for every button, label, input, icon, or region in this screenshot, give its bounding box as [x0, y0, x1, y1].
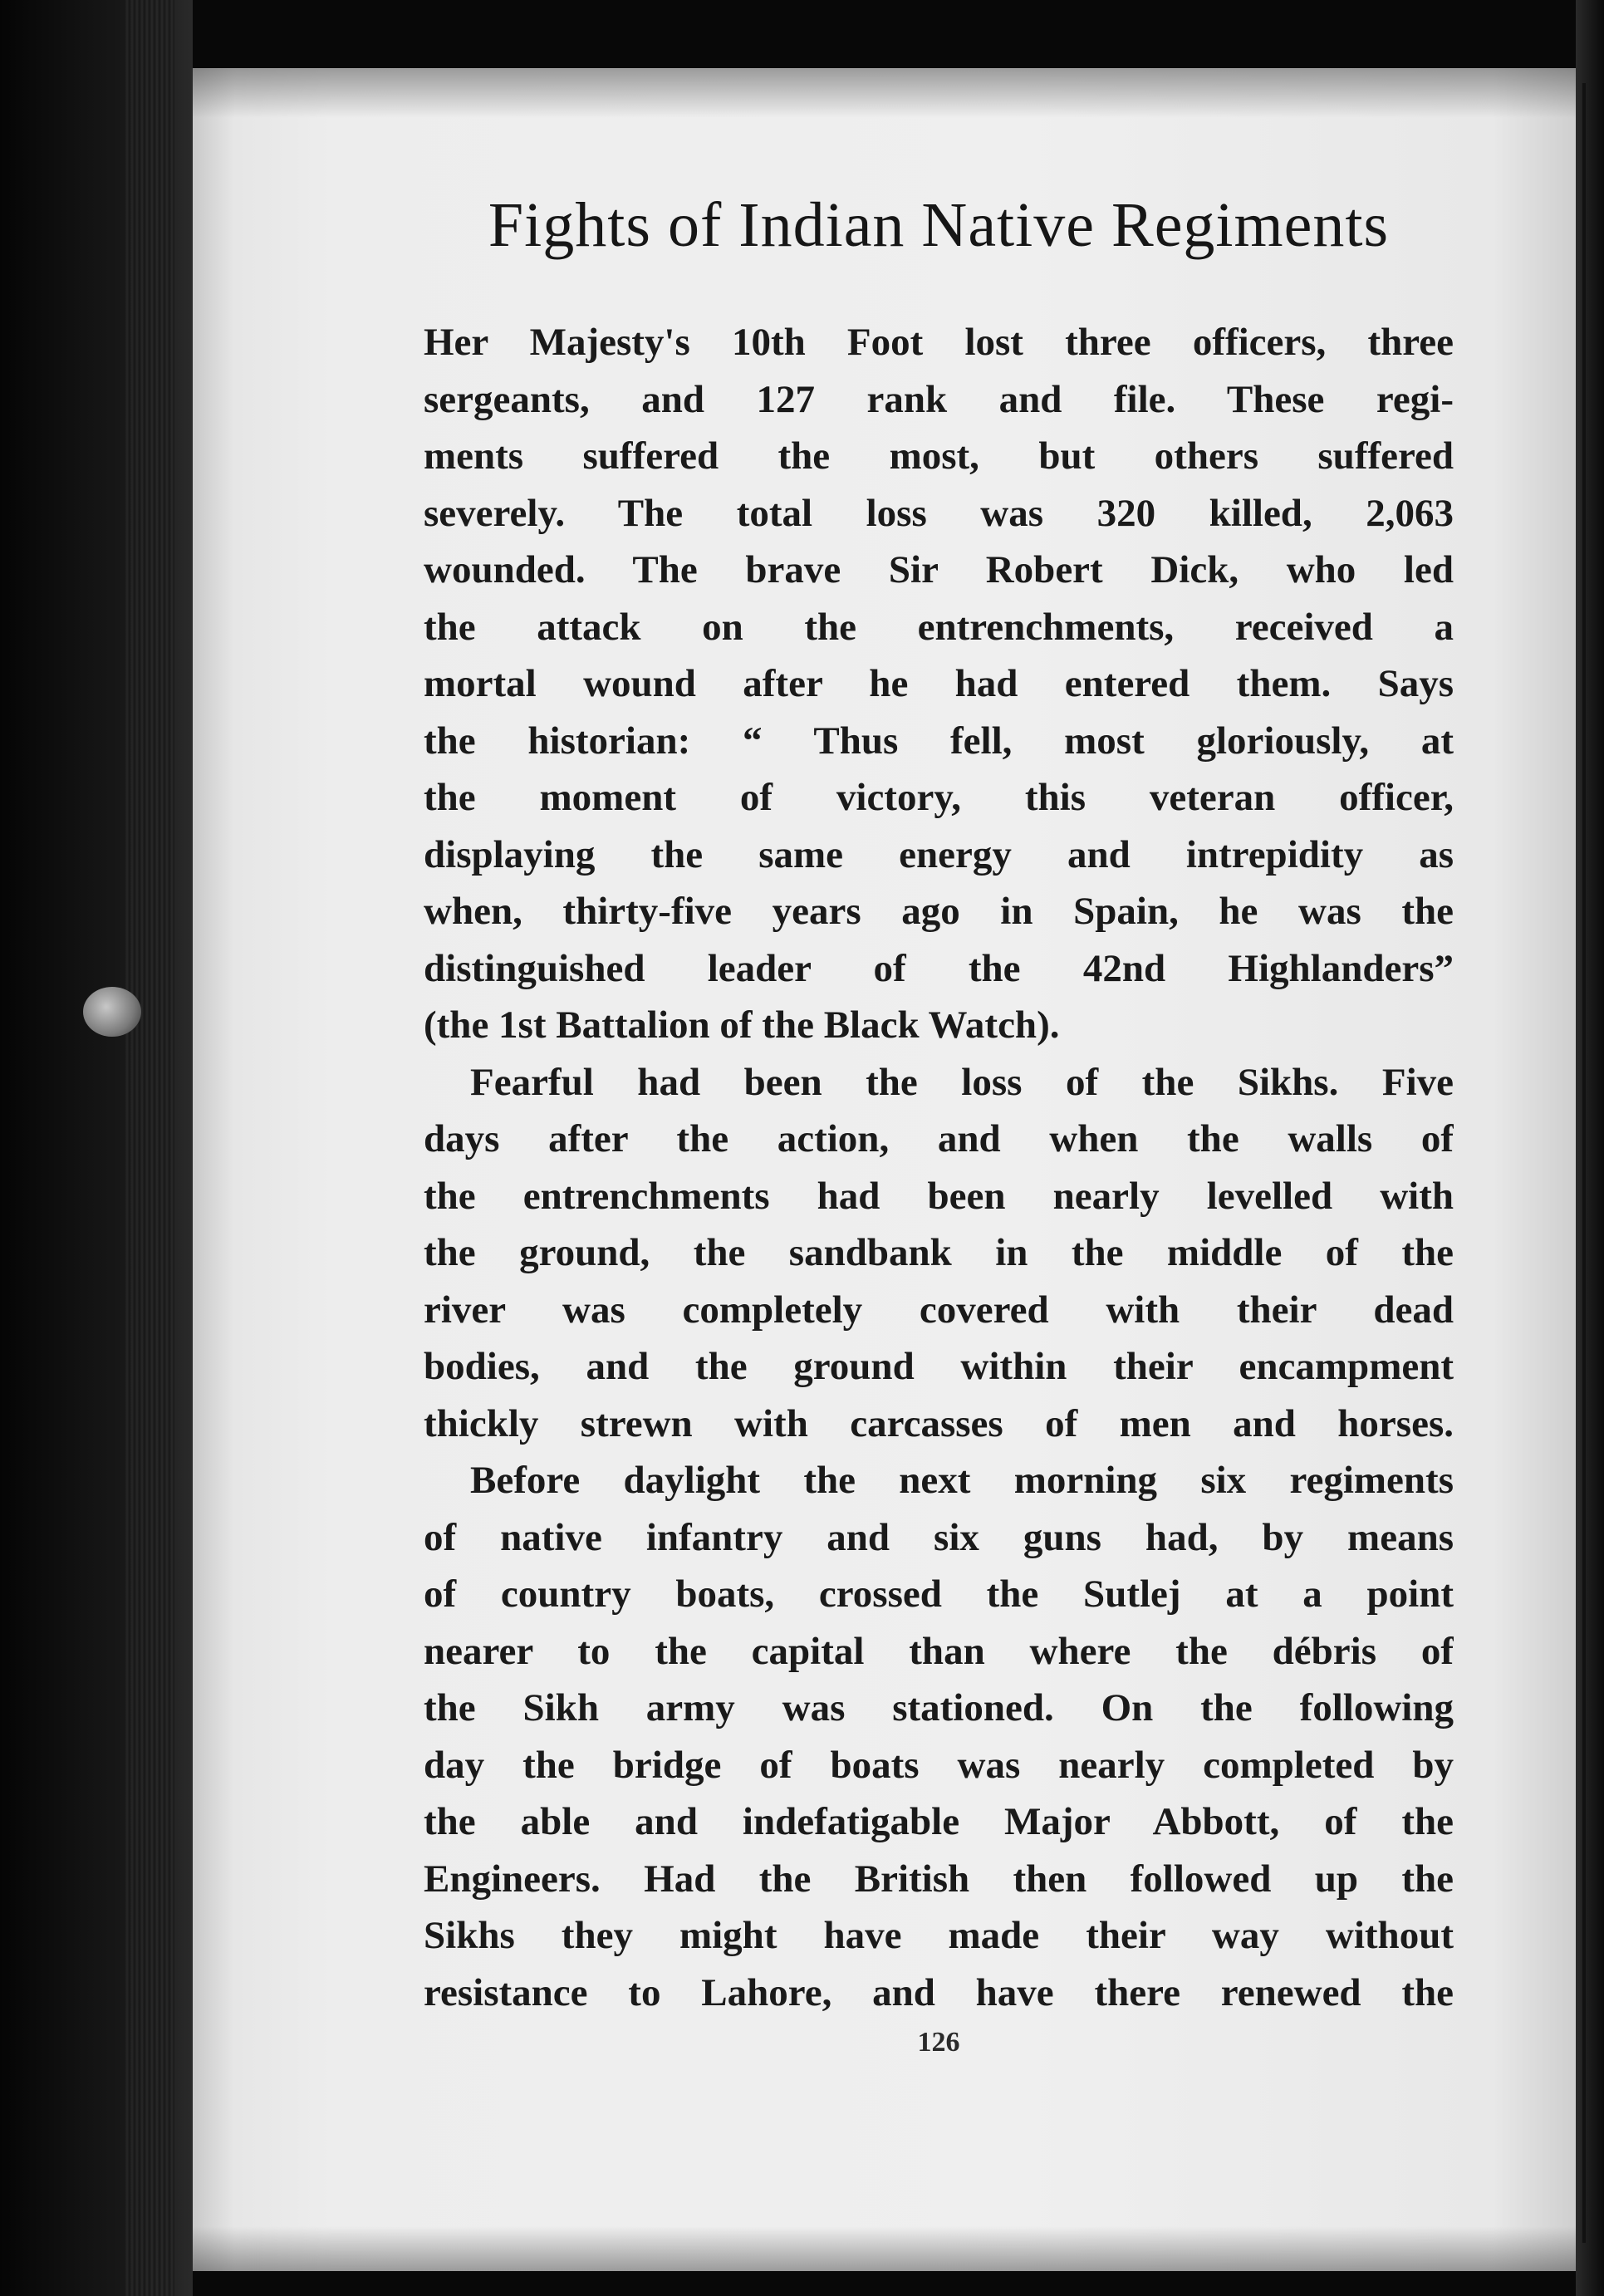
text-line: the Sikh army was stationed. On the following	[424, 1686, 1454, 1729]
text-line: the historian: “ Thus fell, most gloriously, at	[424, 719, 1454, 763]
text-line: ments suffered the most, but others suffered	[424, 434, 1454, 478]
text-line: the able and indefatigable Major Abbott, of the	[424, 1800, 1454, 1843]
text-line: displaying the same energy and intrepidity as	[424, 832, 1454, 876]
text-line: the moment of victory, this veteran officer,	[424, 776, 1454, 819]
page-top-shadow	[193, 68, 1576, 118]
text-line: the ground, the sandbank in the middle of the	[424, 1231, 1454, 1274]
text-line: severely. The total loss was 320 killed, 2,063	[424, 491, 1454, 535]
text-line: Fearful had been the loss of the Sikhs. Five	[470, 1060, 1454, 1104]
text-line: mortal wound after he had entered them. Says	[424, 662, 1454, 705]
text-line: Engineers. Had the British then followed up the	[424, 1857, 1454, 1901]
page-number: 126	[917, 2027, 960, 2058]
text-line: river was completely covered with their dead	[424, 1288, 1454, 1332]
text-line: sergeants, and 127 rank and file. These regi-	[424, 377, 1454, 421]
book-edge-line	[1582, 83, 1586, 2243]
page-edge-strip	[125, 0, 174, 2296]
text-line: (the 1st Battalion of the Black Watch).	[424, 1003, 1060, 1047]
running-head: Fights of Indian Native Regiments	[488, 190, 1390, 260]
text-line: resistance to Lahore, and have there renewed the	[424, 1970, 1454, 2014]
body-text	[424, 314, 1454, 2021]
text-line: the attack on the entrenchments, received a	[424, 605, 1454, 649]
binding-blemish	[83, 987, 141, 1037]
text-line: Her Majesty's 10th Foot lost three officers, three	[424, 321, 1454, 364]
text-line: nearer to the capital than where the débris of	[424, 1629, 1454, 1673]
text-line: bodies, and the ground within their encampment	[424, 1345, 1454, 1388]
text-line: day the bridge of boats was nearly completed by	[424, 1743, 1454, 1787]
text-line: the entrenchments had been nearly levelled with	[424, 1174, 1454, 1218]
text-line: of native infantry and six guns had, by means	[424, 1515, 1454, 1559]
text-line: when, thirty-five years ago in Spain, he was the	[424, 890, 1454, 933]
text-line: days after the action, and when the walls of	[424, 1117, 1454, 1160]
text-line: of country boats, crossed the Sutlej at a point	[424, 1572, 1454, 1616]
text-line: Before daylight the next morning six regiments	[470, 1459, 1454, 1502]
text-line: thickly strewn with carcasses of men and horses.	[424, 1401, 1454, 1445]
text-line: distinguished leader of the 42nd Highlanders”	[424, 946, 1454, 990]
text-line: Sikhs they might have made their way without	[424, 1914, 1454, 1957]
page-bottom-shadow	[193, 2226, 1576, 2271]
book-edge-right	[1576, 0, 1604, 2296]
text-line: wounded. The brave Sir Robert Dick, who led	[424, 548, 1454, 591]
